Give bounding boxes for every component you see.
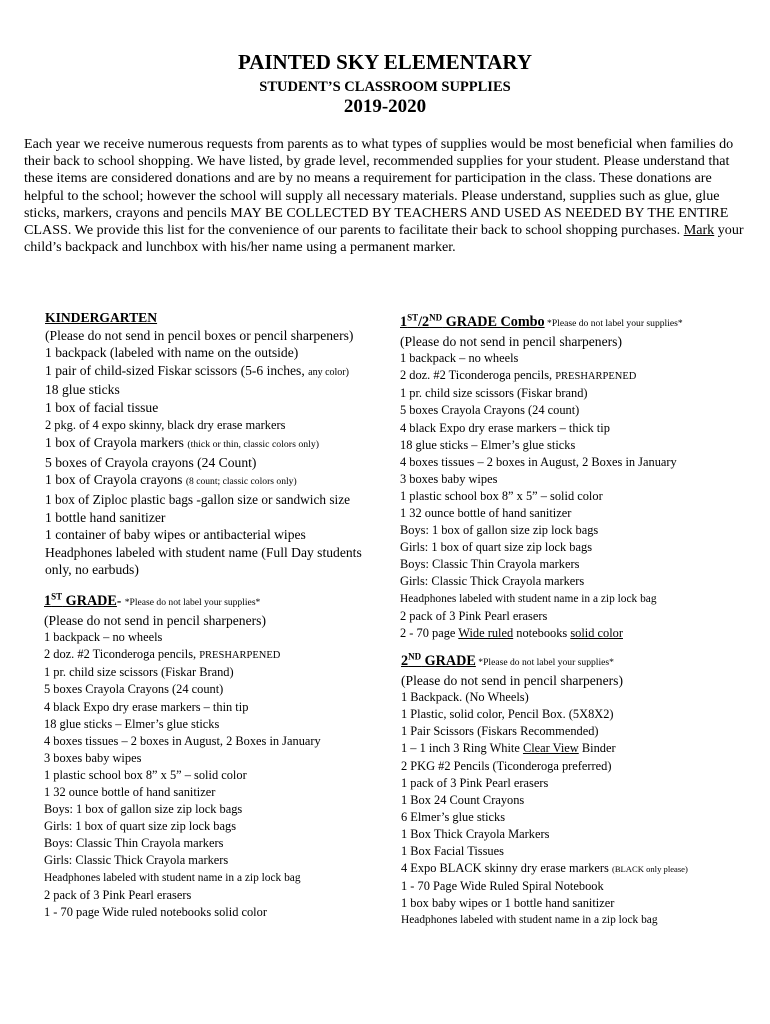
list-item: 2 PKG #2 Pencils (Ticonderoga preferred) [401, 758, 612, 773]
heading-number: 1 [400, 314, 408, 330]
list-item [44, 646, 389, 664]
heading-number: 2 [401, 653, 409, 669]
intro-paragraph [24, 136, 754, 256]
list-item: (Please do not send in pencil sharpeners) [44, 613, 266, 629]
list-item: 3 boxes baby wipes [44, 750, 142, 765]
list-item: Boys: 1 box of gallon size zip lock bags [44, 802, 243, 817]
list-item: 4 boxes tissues – 2 boxes in August, 2 Boxes in January [44, 733, 321, 748]
list-item-text: 1 pair of child-sized Fiskar scissors (5-6 inches, [45, 362, 309, 378]
heading-dash: - [116, 593, 125, 608]
list-item: 5 boxes Crayola Crayons (24 count) [44, 682, 224, 697]
list-item [45, 434, 390, 454]
list-item: Headphones labeled with student name (Full Day students only, no earbuds) [45, 544, 362, 578]
list-item: 1 - 70 page Wide ruled notebooks solid color [44, 904, 267, 919]
list-item: 1 pack of 3 Pink Pearl erasers [401, 775, 549, 790]
kindergarten-section [45, 309, 390, 579]
heading-text: GRADE Combo [442, 314, 545, 330]
list-item: (Please do not send in pencil sharpeners) [400, 334, 622, 350]
list-item: 1 Pair Scissors (Fiskars Recommended) [401, 724, 599, 739]
list-item: Headphones labeled with student name in a zip lock bag [44, 871, 301, 884]
second-grade-heading-line [401, 652, 751, 671]
combo-section [400, 313, 750, 642]
list-item: Headphones labeled with student name in a zip lock bag [401, 914, 658, 927]
clear-view-text: Clear View [522, 741, 579, 756]
list-item: 5 boxes Crayola Crayons (24 count) [400, 403, 580, 418]
solid-color-text: solid color [570, 625, 623, 640]
list-item: 1 Box Facial Tissues [401, 844, 504, 859]
list-item: 4 black Expo dry erase markers – thin tip [44, 699, 249, 714]
list-item-text: 4 Expo BLACK skinny dry erase markers [401, 861, 612, 876]
list-item: 1 32 ounce bottle of hand sanitizer [400, 506, 572, 521]
heading-number: 1 [44, 593, 52, 609]
heading-text: GRADE [421, 653, 476, 669]
list-item: 1 pr. child size scissors (Fiskar brand) [400, 386, 588, 401]
list-item: 1 container of baby wipes or antibacterial wipes [45, 527, 306, 543]
list-item: (Please do not send in pencil sharpeners) [401, 673, 623, 689]
presharpened-label: PRESHARPENED [555, 371, 637, 383]
list-item: 1 box baby wipes or 1 bottle hand sanitizer [401, 896, 615, 911]
list-item: 2 pack of 3 Pink Pearl erasers [400, 608, 548, 623]
list-item [45, 362, 390, 382]
wide-ruled-text: Wide ruled [458, 625, 514, 640]
second-grade-section [401, 652, 751, 930]
list-item-text: 2 doz. #2 Ticonderoga pencils, [44, 647, 200, 662]
list-item: 1 box of facial tissue [45, 399, 159, 415]
heading-superscript: ND [408, 651, 422, 662]
list-item-text: 1 – 1 inch 3 Ring White [401, 741, 523, 756]
heading-superscript: ST [51, 591, 63, 602]
intro-mark-word: Mark [683, 222, 715, 239]
list-item: 18 glue sticks – Elmer’s glue sticks [44, 716, 220, 731]
list-item: 2 pkg. of 4 expo skinny, black dry erase markers [45, 417, 286, 432]
first-grade-note: *Please do not label your supplies* [124, 597, 261, 608]
heading-superscript: ND [429, 312, 443, 323]
list-item: 1 backpack – no wheels [400, 351, 519, 366]
list-item: 1 box of Ziploc plastic bags -gallon size or sandwich size [45, 491, 351, 507]
list-item [400, 625, 750, 642]
list-item-text: notebooks [513, 625, 571, 640]
list-item: 1 bottle hand sanitizer [45, 509, 166, 525]
intro-text: Each year we receive numerous requests from parents as to what types of supplies would be most beneficial when families do their back to school shopping. We have listed, by grade level, recommended supplies for your student. Please understand that these items are considered donations and are by no means a requirement for participation in the class. These donations are helpful to the school; however the school will supply all necessary materials. Please understand, supplies such as glue, glue sticks, markers, crayons and pencils MAY BE COLLECTED BY TEACHERS AND USED AS NEEDED BY THE ENTIRE CLASS. We provide this list for the convenience of our parents to facilitate their back to school shopping purchases. [24, 136, 734, 239]
presharpened-label: PRESHARPENED [199, 650, 281, 662]
list-item: 1 32 ounce bottle of hand sanitizer [44, 785, 216, 800]
heading-text: GRADE [62, 593, 117, 609]
list-item [401, 860, 751, 878]
list-item-note: (8 count; classic colors only) [185, 476, 297, 488]
list-item: Boys: Classic Thin Crayola markers [44, 836, 224, 851]
list-item: 5 boxes of Crayola crayons (24 Count) [45, 454, 257, 470]
list-item: 1 Box 24 Count Crayons [401, 792, 525, 807]
list-item: 2 pack of 3 Pink Pearl erasers [44, 887, 192, 902]
list-item-text: Binder [578, 741, 616, 756]
list-item: 1 plastic school box 8” x 5” – solid color [400, 488, 603, 503]
first-grade-heading [44, 593, 117, 609]
list-item-note: (thick or thin, classic colors only) [187, 439, 320, 451]
list-item: 1 backpack (labeled with name on the outside) [45, 345, 299, 361]
list-item: Boys: 1 box of gallon size zip lock bags [400, 523, 599, 538]
list-item: 1 plastic school box 8” x 5” – solid color [44, 767, 247, 782]
document-subtitle: STUDENT’S CLASSROOM SUPPLIES [259, 79, 511, 95]
combo-heading [400, 314, 545, 330]
list-item: 1 Plastic, solid color, Pencil Box. (5X8X2) [401, 707, 614, 722]
list-item: Girls: 1 box of quart size zip lock bags [44, 819, 237, 834]
first-grade-section [44, 592, 389, 921]
list-item-text: 1 box of Crayola markers [45, 435, 188, 451]
list-item-text: 2 doz. #2 Ticonderoga pencils, [400, 368, 556, 383]
combo-heading-line [400, 313, 750, 332]
list-item: 4 black Expo dry erase markers – thick tip [400, 420, 610, 435]
heading-number: /2 [418, 314, 430, 330]
school-title: PAINTED SKY ELEMENTARY [237, 50, 533, 74]
list-item: Girls: 1 box of quart size zip lock bags [400, 540, 593, 555]
list-item: 1 - 70 Page Wide Ruled Spiral Notebook [401, 879, 604, 894]
second-grade-note: *Please do not label your supplies* [475, 657, 614, 668]
list-item: Girls: Classic Thick Crayola markers [400, 574, 585, 589]
list-item: 18 glue sticks – Elmer’s glue sticks [400, 437, 576, 452]
school-year: 2019-2020 [343, 96, 427, 117]
heading-superscript: ST [407, 312, 419, 323]
list-item-text: 2 - 70 page [400, 625, 459, 640]
list-item: 3 boxes baby wipes [400, 471, 498, 486]
list-item: 4 boxes tissues – 2 boxes in August, 2 Boxes in January [400, 454, 677, 469]
list-item [401, 740, 751, 757]
list-item [45, 471, 390, 491]
list-item-note: (BLACK only please) [611, 864, 688, 875]
list-item [400, 367, 750, 385]
combo-note: *Please do not label your supplies* [544, 318, 683, 329]
list-item-text: 1 box of Crayola crayons [45, 472, 186, 488]
list-item: Boys: Classic Thin Crayola markers [400, 557, 580, 572]
list-item: Girls: Classic Thick Crayola markers [44, 853, 229, 868]
list-item-note: any color) [308, 366, 349, 378]
list-item: Headphones labeled with student name in a zip lock bag [400, 592, 657, 605]
second-grade-heading [401, 653, 476, 669]
first-grade-heading-line [44, 592, 389, 611]
list-item: 1 Backpack. (No Wheels) [401, 690, 529, 705]
kindergarten-heading: KINDERGARTEN [45, 310, 158, 325]
list-item: 1 pr. child size scissors (Fiskar Brand) [44, 665, 234, 680]
list-item: 1 backpack – no wheels [44, 630, 163, 645]
list-item: 6 Elmer’s glue sticks [401, 809, 506, 824]
intro-text-end: your child’s backpack and lunchbox with his/her name using a permanent marker. [24, 222, 744, 256]
list-item: 1 Box Thick Crayola Markers [401, 826, 550, 841]
list-item: 18 glue sticks [45, 382, 120, 398]
list-item: (Please do not send in pencil boxes or pencil sharpeners) [45, 327, 354, 343]
